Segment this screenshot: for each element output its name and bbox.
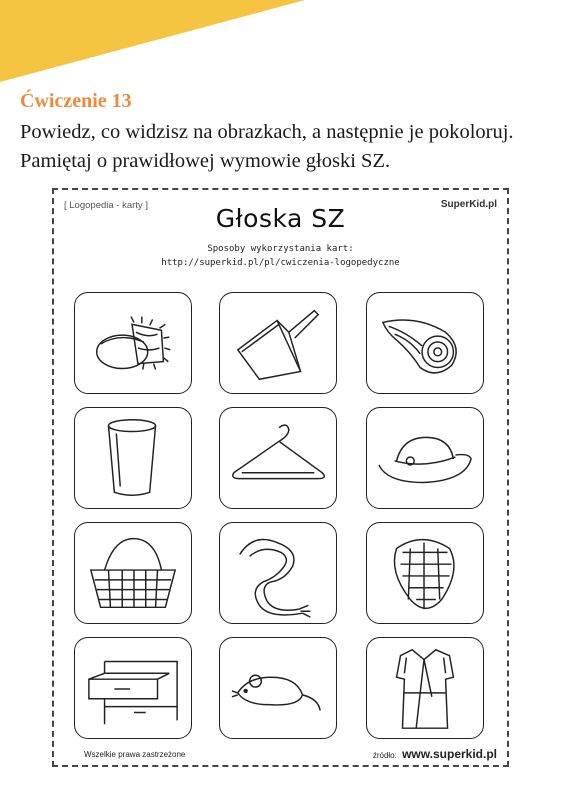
card-basket [74,522,192,624]
basket-icon [75,523,191,623]
usage-note [54,242,507,270]
footer-rights: Wszelkie prawa zastrzeżone [84,750,186,759]
hat-icon [367,408,483,508]
usage-link: http://superkid.pl/pl/cwiczenia-logopedyczne [161,258,400,268]
bathrobe-icon [367,638,483,738]
card-glass [74,407,192,509]
card-dustpan [219,292,337,394]
card-hanger [219,407,337,509]
card-bathrobe [366,637,484,739]
card-scarf [219,522,337,624]
glass-icon [75,408,191,508]
corner-accent [0,0,568,90]
scarf-icon [220,523,336,623]
sheet-heading: Głoska SZ [215,204,346,233]
card-seashell [366,292,484,394]
sheet-tag: [ Logopedia - karty ] [64,200,148,211]
mouse-icon [220,638,336,738]
usage-line: Sposoby wykorzystania kart: [207,244,354,254]
card-pine-cone [366,522,484,624]
card-sheet [52,188,509,767]
exercise-title: Ćwiczenie 13 [20,90,132,112]
card-hat [366,407,484,509]
drawer-icon [75,638,191,738]
footer-source-label: źródło: [372,751,397,760]
dustpan-icon [220,293,336,393]
brand-logo: SuperKid.pl [440,199,497,210]
exercise-instructions: Powiedz, co widzisz na obrazkach, a następnie je pokoloruj. Pamiętaj o prawidłowej wymowie głoski SZ. [20,121,514,172]
card-chestnut [74,292,192,394]
card-mouse [219,637,337,739]
hanger-icon [220,408,336,508]
pine-cone-icon [367,523,483,623]
footer-source-site: www.superkid.pl [402,747,497,761]
chestnut-icon [75,293,191,393]
card-drawer [74,637,192,739]
seashell-icon [367,293,483,393]
footer-source [373,747,497,761]
